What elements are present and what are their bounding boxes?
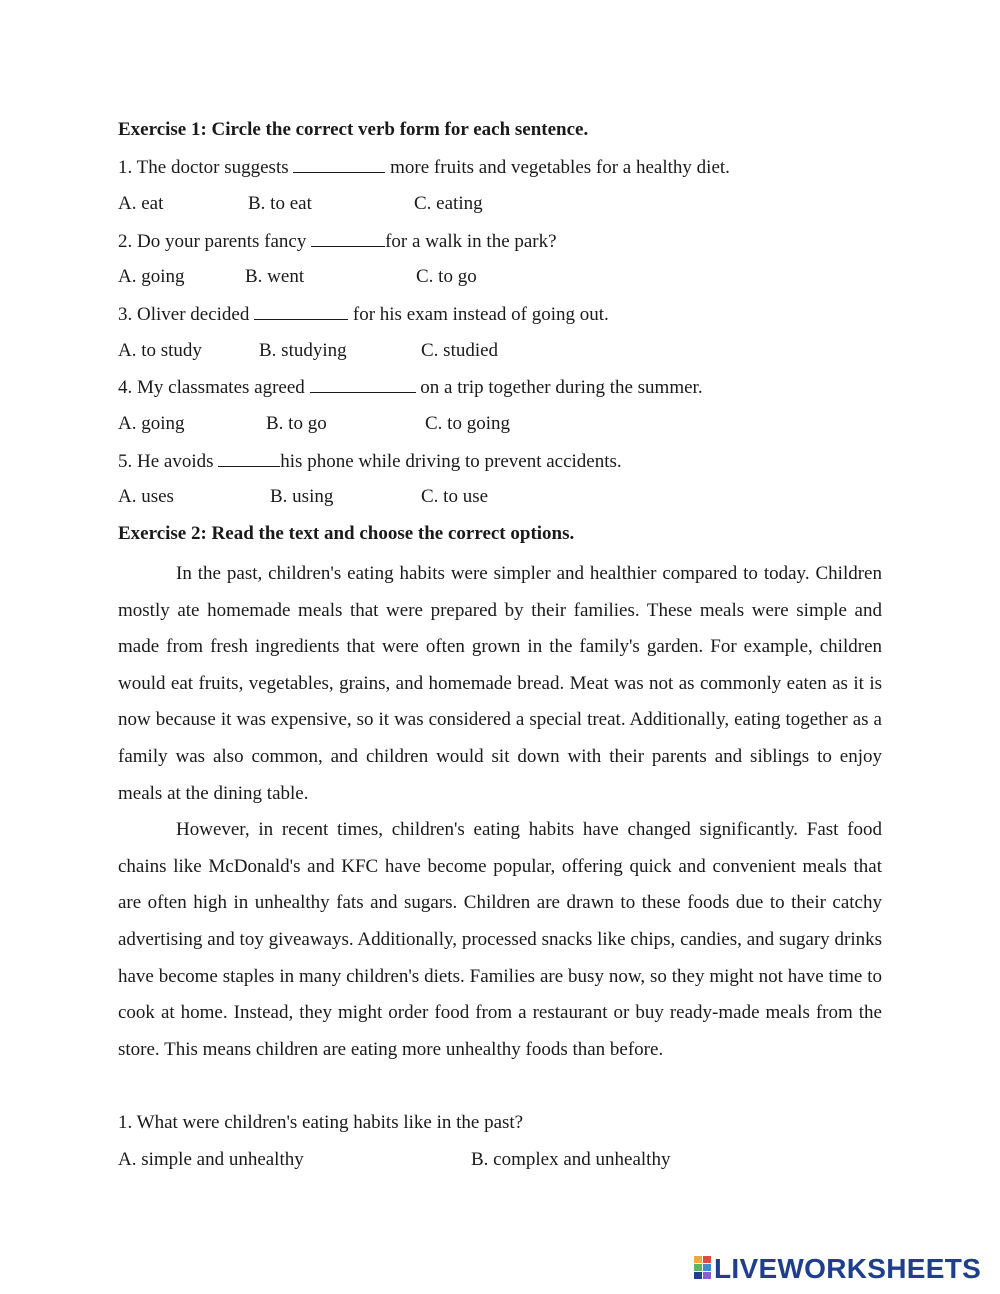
answer-blank[interactable] (254, 302, 348, 320)
answer-blank[interactable] (293, 155, 385, 173)
reading-passage (118, 556, 882, 1068)
option-c[interactable]: C. studied (421, 340, 499, 361)
logo-text: LIVEWORKSHEETS (714, 1253, 982, 1284)
exercise2-options-1 (118, 1148, 818, 1172)
answer-blank[interactable] (310, 375, 416, 393)
answer-blank[interactable] (311, 229, 385, 247)
question-text-after: on a trip together during the summer. (415, 377, 703, 398)
liveworksheets-logo-icon (694, 1256, 712, 1280)
exercise2-heading: Exercise 2: Read the text and choose the correct options. (118, 523, 575, 544)
passage-paragraph-2: However, in recent times, children's eating habits have changed significantly. Fast food chains like McDonald's and KFC have become popular, offering quick and convenient meals that are often high in unhealthy fats and sugars. Children are drawn to these foods due to their catchy advertising and toy giveaways. Additionally, processed snacks like chips, candies, and sugary drinks have become staples in many children's diets. Families are busy now, so they might not have time to cook at home. Instead, they might order food from a restaurant or buy ready-made meals from the store. This means children are eating more unhealthy foods than before. (118, 819, 882, 1060)
exercise1-question-4 (118, 375, 703, 400)
question-text-after: for a walk in the park? (385, 231, 557, 252)
exercise2-question-1: 1. What were children's eating habits like in the past? (118, 1112, 524, 1133)
option-a[interactable]: A. simple and unhealthy (118, 1149, 304, 1170)
option-c[interactable]: C. eating (414, 193, 483, 214)
exercise1-options-1 (118, 192, 818, 216)
exercise1-options-3 (118, 339, 818, 363)
question-text-before: 4. My classmates agreed (118, 377, 310, 398)
exercise1-question-3 (118, 302, 609, 327)
exercise1-options-2 (118, 265, 818, 289)
question-text-before: 1. The doctor suggests (118, 157, 294, 178)
option-a[interactable]: A. going (118, 413, 185, 434)
option-b[interactable]: B. complex and unhealthy (471, 1149, 671, 1170)
option-c[interactable]: C. to going (425, 413, 510, 434)
answer-blank[interactable] (218, 449, 280, 467)
question-text-before: 3. Oliver decided (118, 304, 255, 325)
option-c[interactable]: C. to go (416, 266, 477, 287)
exercise1-heading: Exercise 1: Circle the correct verb form for each sentence. (118, 119, 589, 140)
option-a[interactable]: A. to study (118, 340, 202, 361)
option-a[interactable]: A. uses (118, 486, 174, 507)
option-b[interactable]: B. using (270, 486, 334, 507)
exercise1-options-5 (118, 485, 818, 509)
exercise1-options-4 (118, 412, 818, 436)
question-text-before: 2. Do your parents fancy (118, 231, 312, 252)
exercise1-question-2 (118, 229, 557, 254)
question-text-after: more fruits and vegetables for a healthy diet. (385, 157, 730, 178)
exercise1-question-1 (118, 155, 730, 180)
option-b[interactable]: B. to go (266, 413, 327, 434)
question-text-before: 5. He avoids (118, 451, 219, 472)
option-b[interactable]: B. went (245, 266, 305, 287)
option-a[interactable]: A. eat (118, 193, 164, 214)
option-b[interactable]: B. studying (259, 340, 347, 361)
option-a[interactable]: A. going (118, 266, 185, 287)
option-b[interactable]: B. to eat (248, 193, 312, 214)
passage-paragraph-1: In the past, children's eating habits were simpler and healthier compared to today. Children mostly ate homemade meals that were prepared by their families. These meals were simple and made from fresh ingredients that were often grown in the family's garden. For example, children would eat fruits, vegetables, grains, and homemade bread. Meat was not as commonly eaten as it is now because it was expensive, so it was considered a special treat. Additionally, eating together as a family was also common, and children would sit down with their parents and siblings to enjoy meals at the dining table. (118, 563, 882, 804)
option-c[interactable]: C. to use (421, 486, 489, 507)
question-text-after: his phone while driving to prevent accidents. (280, 451, 622, 472)
liveworksheets-logo (694, 1253, 994, 1285)
exercise1-question-5 (118, 449, 622, 474)
question-text-after: for his exam instead of going out. (348, 304, 609, 325)
